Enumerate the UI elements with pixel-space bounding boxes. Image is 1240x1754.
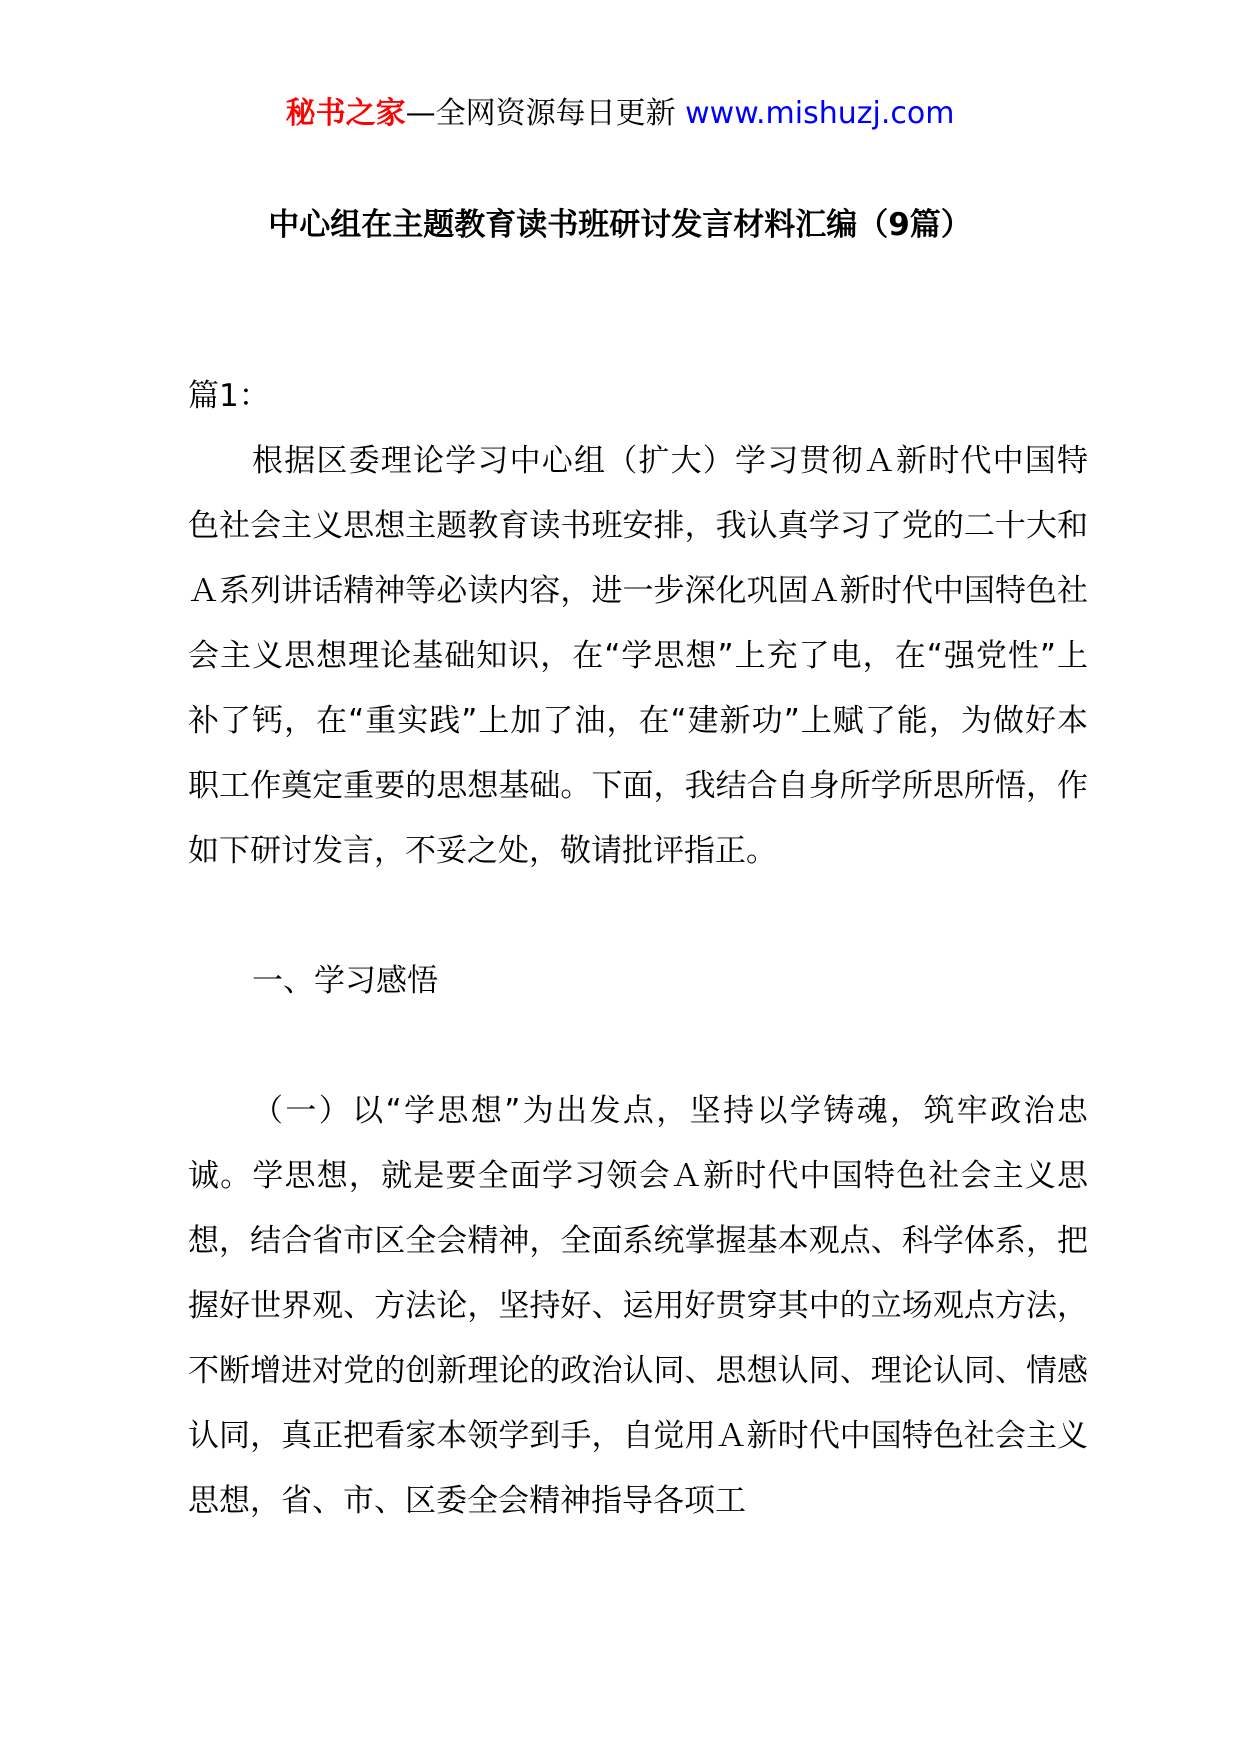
site-url-link[interactable]: www.mishuzj.com: [685, 96, 955, 131]
section-label: 篇1：: [188, 378, 270, 414]
site-tagline: —全网资源每日更新: [405, 96, 686, 131]
document-body: [188, 364, 1088, 1534]
site-header: [0, 94, 1240, 134]
document-title: 中心组在主题教育读书班研讨发言材料汇编（9篇）: [268, 207, 972, 243]
section-heading: 一、学习感悟: [252, 963, 438, 999]
site-brand: 秘书之家: [285, 96, 406, 131]
body-paragraph: （一）以“学思想”为出发点，坚持以学铸魂，筑牢政治忠诚。学思想，就是要全面学习领会Ａ新时代中国特色社会主义思想，结合省市区全会精神，全面系统掌握基本观点、科学体系，把握好世界观、方法论，坚持好、运用好贯穿其中的立场观点方法，不断增进对党的创新理论的政治认同、思想认同、理论认同、情感认同，真正把看家本领学到手，自觉用Ａ新时代中国特色社会主义思想，省、市、区委全会精神指导各项工: [188, 1093, 1088, 1519]
intro-paragraph: 根据区委理论学习中心组（扩大）学习贯彻Ａ新时代中国特色社会主义思想主题教育读书班安排，我认真学习了党的二十大和Ａ系列讲话精神等必读内容，进一步深化巩固Ａ新时代中国特色社会主义思想理论基础知识，在“学思想”上充了电，在“强党性”上补了钙，在“重实践”上加了油，在“建新功”上赋了能，为做好本职工作奠定重要的思想基础。下面，我结合自身所学所思所悟，作如下研讨发言，不妥之处，敬请批评指正。: [188, 443, 1088, 869]
